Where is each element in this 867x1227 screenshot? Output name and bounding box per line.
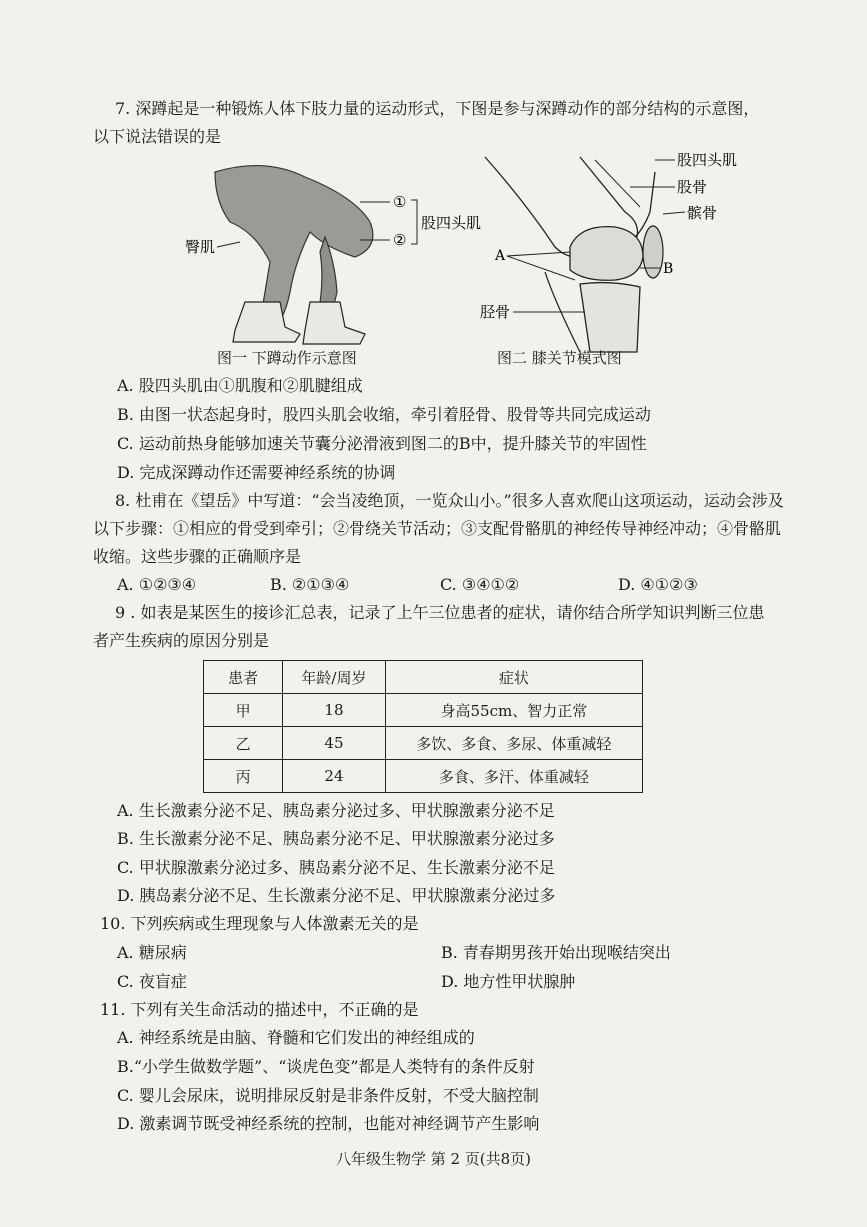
table-header: 年龄/周岁 [283,661,386,694]
q9-option-b: B. 生长激素分泌不足、胰岛素分泌不足、甲状腺激素分泌过多 [117,829,555,848]
q11-option-c: C. 婴儿会尿床，说明排尿反射是非条件反射，不受大脑控制 [117,1086,539,1105]
table-row [204,727,643,760]
table-cell: 甲 [204,694,283,727]
table-header: 患者 [204,661,283,694]
table-cell: 18 [283,694,386,727]
fig1-label-quad: 股四头肌 [421,214,482,232]
q7-stem-line1: 7. 深蹲起是一种锻炼人体下肢力量的运动形式，下图是参与深蹲动作的部分结构的示意图， [115,99,760,118]
q10-option-d: D. 地方性甲状腺肿 [441,972,576,991]
q8-option-a: A. ①②③④ [117,575,197,594]
q7-option-a: A. 股四头肌由①肌腹和②肌腱组成 [117,376,363,395]
q9-stem-line2: 者产生疾病的原因分别是 [93,631,270,650]
q8-option-d: D. ④①②③ [618,575,698,594]
table-cell: 多食、多汗、体重减轻 [385,760,642,793]
fig1-label-glute: 臀肌 [185,238,216,256]
table-cell: 身高55cm、智力正常 [385,694,642,727]
q7-figure-svg [185,151,738,372]
table-header: 症状 [385,661,642,694]
q10-option-c: C. 夜盲症 [117,972,187,991]
q10-option-b: B. 青春期男孩开始出现喉结突出 [441,943,671,962]
fig2-caption: 图二 膝关节模式图 [497,349,622,367]
table-cell: 45 [283,727,386,760]
table-header-row [204,661,643,694]
q7-figures [185,151,738,372]
fig2-label-a: A [495,248,506,264]
q8-option-c: C. ③④①② [440,575,520,594]
fig2-label-femur: 股骨 [677,178,708,196]
table-row [204,760,643,793]
q10-stem: 10. 下列疾病或生理现象与人体激素无关的是 [100,914,419,933]
q11-stem: 11. 下列有关生命活动的描述中，不正确的是 [100,1000,419,1019]
q9-option-c: C. 甲状腺激素分泌过多、胰岛素分泌不足、生长激素分泌不足 [117,858,555,877]
q7-option-d: D. 完成深蹲动作还需要神经系统的协调 [117,463,396,482]
q8-option-b: B. ②①③④ [270,575,350,594]
fig1-caption: 图一 下蹲动作示意图 [217,349,357,367]
fig2-label-b: B [663,261,674,277]
symptom-table [203,660,643,793]
q11-option-d: D. 激素调节既受神经系统的控制，也能对神经调节产生影响 [117,1114,540,1133]
q9-option-a: A. 生长激素分泌不足、胰岛素分泌过多、甲状腺激素分泌不足 [117,801,555,820]
fig2-label-tibia: 胫骨 [480,303,511,321]
table-cell: 24 [283,760,386,793]
fig2-label-quad: 股四头肌 [677,151,738,169]
table-cell: 乙 [204,727,283,760]
q9-stem-line1: 9 . 如表是某医生的接诊汇总表，记录了上午三位患者的症状，请你结合所学知识判断三位患 [115,603,765,622]
q9-option-d: D. 胰岛素分泌不足、生长激素分泌不足、甲状腺激素分泌过多 [117,886,556,905]
q11-option-b: B.“小学生做数学题”、“谈虎色变”都是人类特有的条件反射 [117,1057,535,1076]
q11-option-a: A. 神经系统是由脑、脊髓和它们发出的神经组成的 [117,1028,475,1047]
q8-stem-line1: 8. 杜甫在《望岳》中写道：“会当凌绝顶，一览众山小。”很多人喜欢爬山这项运动，运动会涉及 [115,491,784,510]
page-footer: 八年级生物学 第 2 页(共8页) [335,1150,532,1168]
q10-option-a: A. 糖尿病 [117,943,187,962]
fig1-label-2: ② [393,231,407,249]
squat-figure [185,166,481,344]
q8-stem-line3: 收缩。这些步骤的正确顺序是 [93,547,302,566]
table-cell: 丙 [204,760,283,793]
fig1-label-1: ① [393,193,407,211]
q7-option-b: B. 由图一状态起身时，股四头肌会收缩，牵引着胫骨、股骨等共同完成运动 [117,405,651,424]
table-cell: 多饮、多食、多尿、体重减轻 [385,727,642,760]
q7-option-c: C. 运动前热身能够加速关节囊分泌滑液到图二的B中，提升膝关节的牢固性 [117,434,647,453]
q7-stem-line2: 以下说法错误的是 [93,127,222,146]
table-row [204,694,643,727]
fig2-label-patella: 髌骨 [687,204,718,222]
knee-figure [480,151,737,352]
q8-stem-line2: 以下步骤：①相应的骨受到牵引；②骨绕关节活动；③支配骨骼肌的神经传导神经冲动；④骨骼肌 [93,519,782,538]
